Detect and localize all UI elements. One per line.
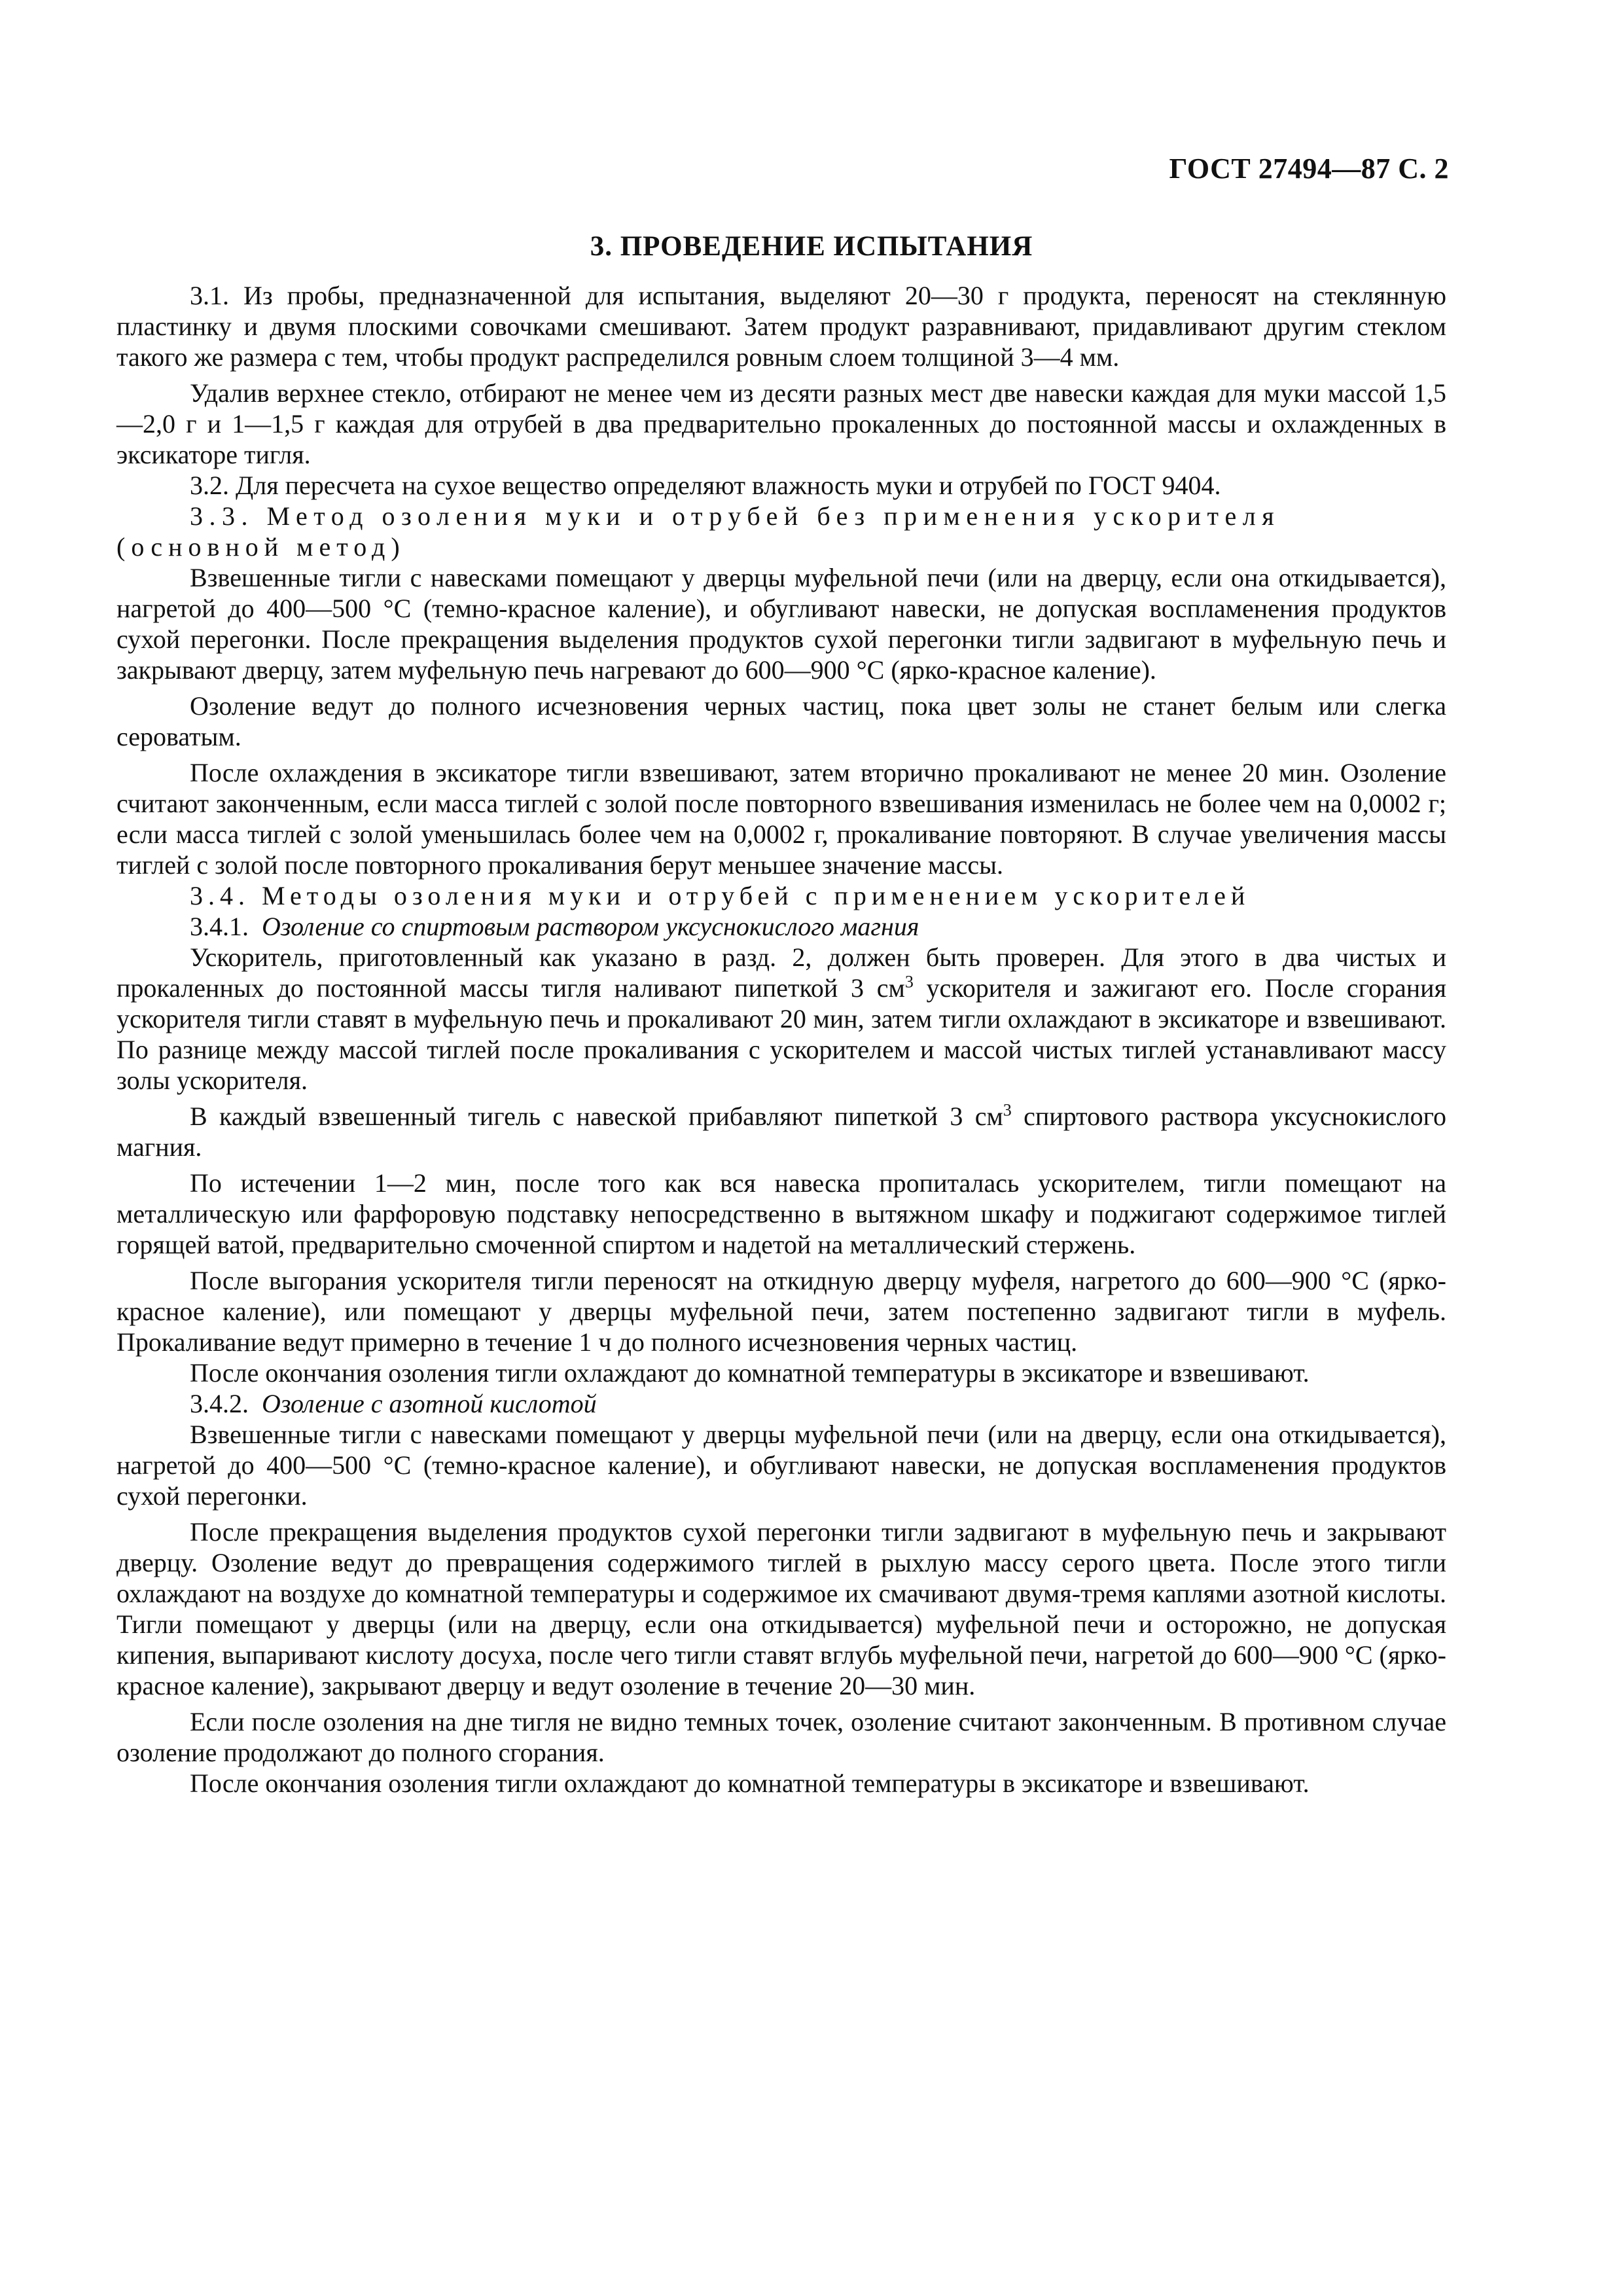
heading-3-4-2-number: 3.4.2. xyxy=(190,1389,249,1418)
paragraph-3-4-2-a: Взвешенные тигли с навесками помещают у дверцы муфельной печи (или на дверцу, если она откидывается), нагретой до 400—500 °С (темно-красное каление), и обугливают навески, не допуская воспламенения продуктов сухой перегонки. xyxy=(116,1420,1446,1511)
superscript-3: 3 xyxy=(1003,1100,1012,1120)
section-title: 3. ПРОВЕДЕНИЕ ИСПЫТАНИЯ xyxy=(590,231,1033,262)
paragraph-3-4-1-a-text2: ускорителя и зажигают его. После сгорания ускорителя тигли ставят в муфельную печь и прокаливают 20 мин, затем тигли охлаждают в эксикаторе и взвешивают. По разнице между массой тиглей после прокаливания с ускорителем и массой чистых тиглей устанавливают массу золы ускорителя. xyxy=(116,973,1446,1095)
paragraph-3-4-1-b-text2: спиртового раствора уксуснокислого магния. xyxy=(116,1102,1446,1162)
document-body xyxy=(116,280,1446,1799)
heading-3-4-2 xyxy=(116,1388,1446,1419)
paragraph-3-4-1-b-text1: В каждый взвешенный тигель с навеской прибавляют пипеткой 3 см xyxy=(190,1102,1003,1131)
heading-3-3-continued: (основной метод) xyxy=(116,532,406,562)
superscript-3: 3 xyxy=(904,972,914,992)
heading-3-4-1-title: Озоление со спиртовым раствором уксуснокислого магния xyxy=(262,912,919,941)
paragraph-3-4-1-a-text1: Ускоритель, приготовленный как указано в разд. 2, должен быть проверен. Для этого в два чистых и прокаленных до постоянной массы тигля наливают пипеткой 3 см xyxy=(116,942,1446,1003)
paragraph-3-3-c: После охлаждения в эксикаторе тигли взвешивают, затем вторично прокаливают не менее 20 мин. Озоление считают законченным, если масса тиглей с золой после повторного взвешивания изменилась не более чем на 0,0002 г; если масса тиглей с золой уменьшилась более чем на 0,0002 г, прокаливание повторяют. В случае увеличения массы тиглей с золой после повторного прокаливания берут меньшее значение массы. xyxy=(116,758,1446,880)
paragraph-3-4-1-b xyxy=(116,1101,1446,1162)
paragraph-3-4-1-e: После окончания озоления тигли охлаждают до комнатной температуры в эксикаторе и взвешивают. xyxy=(190,1358,1310,1388)
page-header-code: ГОСТ 27494—87 С. 2 xyxy=(1169,152,1449,185)
heading-3-3: 3.3. Метод озоления муки и отрубей без применения ускорителя xyxy=(190,501,1281,531)
paragraph-3-4-1-d: После выгорания ускорителя тигли переносят на откидную дверцу муфеля, нагретого до 600—900 °С (ярко-красное каление), или помещают у дверцы муфельной печи, затем постепенно задвигают тигли в муфель. Прокаливание ведут примерно в течение 1 ч до полного исчезновения черных частиц. xyxy=(116,1266,1446,1357)
heading-3-4-1-number: 3.4.1. xyxy=(190,912,249,941)
paragraph-3-1-continued: Удалив верхнее стекло, отбирают не менее чем из десяти разных мест две навески каждая для муки массой 1,5—2,0 г и 1—1,5 г каждая для отрубей в два предварительно прокаленных до постоянной массы и охлажденных в эксикаторе тигля. xyxy=(116,378,1446,469)
paragraph-3-3-b: Озоление ведут до полного исчезновения черных частиц, пока цвет золы не станет белым или слегка сероватым. xyxy=(116,691,1446,751)
paragraph-3-3-a: Взвешенные тигли с навесками помещают у дверцы муфельной печи (или на дверцу, если она откидывается), нагретой до 400—500 °С (темно-красное каление), и обугливают навески, не допуская воспламенения продуктов сухой перегонки. После прекращения выделения продуктов сухой перегонки тигли задвигают в муфельную печь и закрывают дверцу, затем муфельную печь нагревают до 600—900 °С (ярко-красное каление). xyxy=(116,563,1446,685)
paragraph-3-4-2-c: Если после озоления на дне тигля не видно темных точек, озоление считают законченным. В противном случае озоление продолжают до полного сгорания. xyxy=(116,1707,1446,1767)
paragraph-3-2: 3.2. Для пересчета на сухое вещество определяют влажность муки и отрубей по ГОСТ 9404. xyxy=(190,471,1221,500)
heading-3-4-1 xyxy=(116,911,1446,942)
paragraph-3-4-1-c: По истечении 1—2 мин, после того как вся навеска пропиталась ускорителем, тигли помещают на металлическую или фарфоровую подставку непосредственно в вытяжном шкафу и поджигают содержимое тиглей горящей ватой, предварительно смоченной спиртом и надетой на металлический стержень. xyxy=(116,1168,1446,1259)
heading-3-4-2-title: Озоление с азотной кислотой xyxy=(262,1389,597,1418)
heading-3-4: 3.4. Методы озоления муки и отрубей с применением ускорителей xyxy=(190,881,1251,910)
paragraph-3-4-2-b: После прекращения выделения продуктов сухой перегонки тигли задвигают в муфельную печь и закрывают дверцу. Озоление ведут до превращения содержимого тиглей в рыхлую массу серого цвета. После этого тигли охлаждают на воздухе до комнатной температуры и содержимое их смачивают двумя-тремя каплями азотной кислоты. Тигли помещают у дверцы (или на дверцу, если она откидывается) муфельной печи и осторожно, не допуская кипения, выпаривают кислоту досуха, после чего тигли ставят вглубь муфельной печи, нагретой до 600—900 °С (ярко-красное каление), закрывают дверцу и ведут озоление в течение 20—30 мин. xyxy=(116,1517,1446,1700)
paragraph-3-1: 3.1. Из пробы, предназначенной для испытания, выделяют 20—30 г продукта, переносят на стеклянную пластинку и двумя плоскими совочками смешивают. Затем продукт разравнивают, придавливают другим стеклом такого же размера с тем, чтобы продукт распределился ровным слоем толщиной 3—4 мм. xyxy=(116,281,1446,372)
paragraph-3-4-2-d: После окончания озоления тигли охлаждают до комнатной температуры в эксикаторе и взвешивают. xyxy=(190,1768,1310,1798)
paragraph-3-4-1-a xyxy=(116,942,1446,1096)
